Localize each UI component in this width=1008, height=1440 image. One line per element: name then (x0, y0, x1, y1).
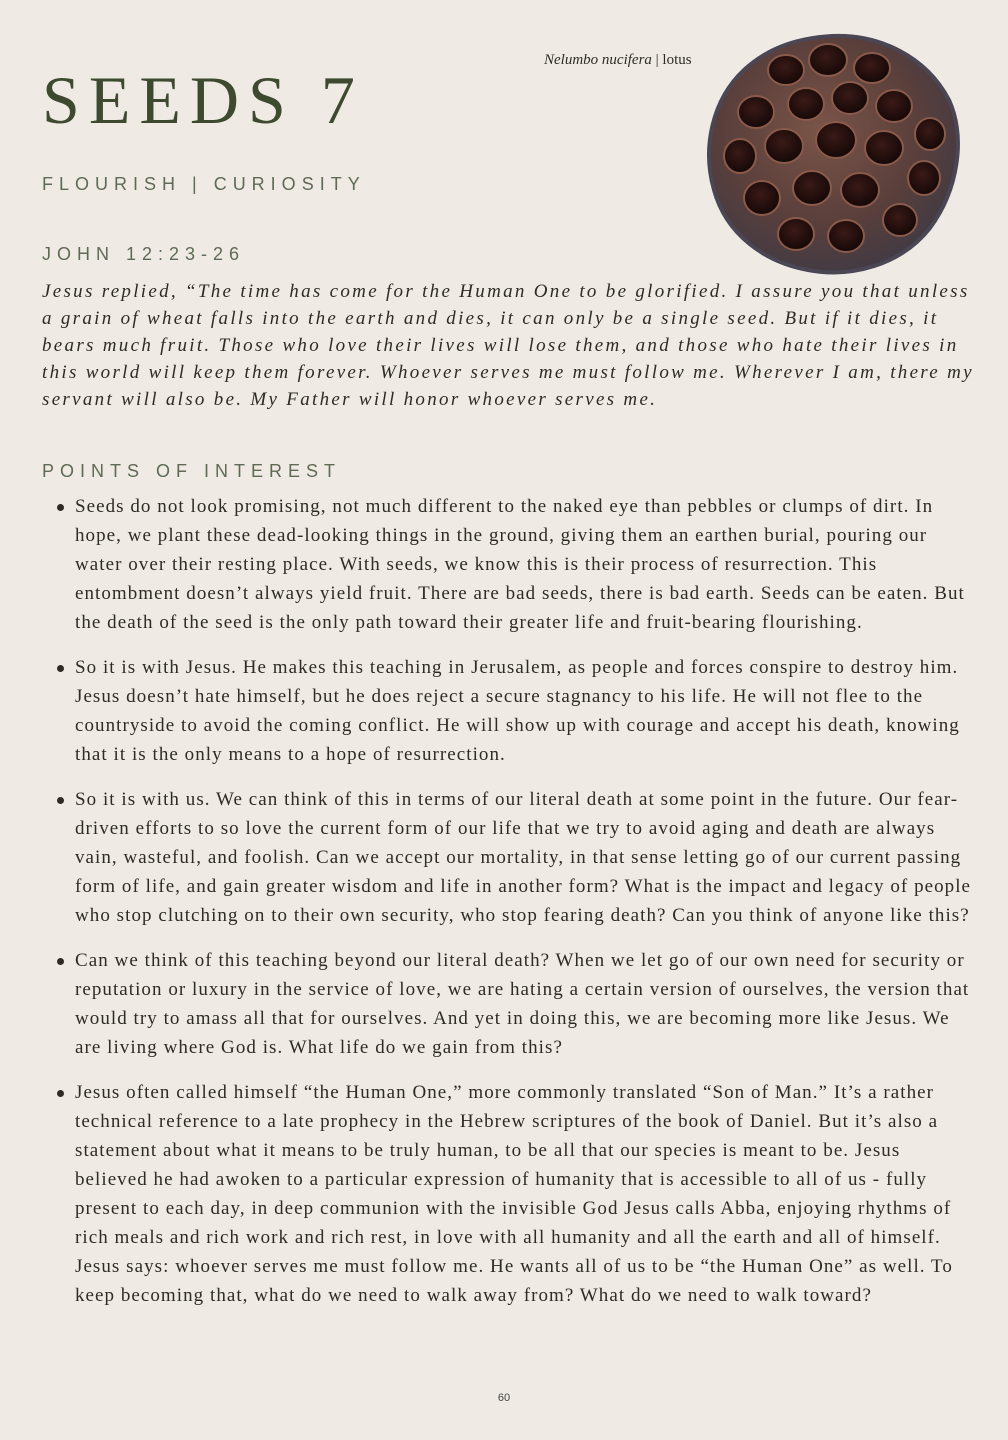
page-number: 60 (497, 1392, 511, 1404)
scripture-reference: JOHN 12:23-26 (42, 244, 246, 264)
page-subtitle: FLOURISH | CURIOSITY (42, 174, 366, 194)
points-of-interest-heading: POINTS OF INTEREST (42, 461, 342, 481)
page-title: SEEDS 7 (42, 62, 364, 138)
list-item: So it is with us. We can think of this in terms of our literal death at some point in the future. Our fear-driven efforts to so love the current form of our life that we try to avoid aging and death are always vain, wasteful, and foolish. Can we accept our mortality, in that sense letting go of our current passing form of life, and gain greater wisdom and life in another form? What is the impact and legacy of people who stop clutching on to their own security, who stop fearing death? Can you think of anyone like this? (75, 785, 973, 930)
list-item: Seeds do not look promising, not much different to the naked eye than pebbles or clumps of dirt. In hope, we plant these dead-looking things in the ground, giving them an earthen burial, pouring our water over their resting place. With seeds, we know this is their process of resurrection. This entombment doesn’t always yield fruit. There are bad seeds, there is bad earth. Seeds can be eaten. But the death of the seed is the only path toward their greater life and fruit-bearing flourishing. (75, 492, 973, 637)
image-caption (544, 52, 692, 69)
points-of-interest-list (75, 492, 973, 1326)
caption-species: Nelumbo nucifera (544, 52, 652, 68)
list-item: Can we think of this teaching beyond our literal death? When we let go of our own need for security or reputation or luxury in the service of love, we are hating a certain version of ourselves, the version that would try to amass all that for ourselves. And yet in doing this, we are becoming more like Jesus. We are living where God is. What life do we gain from this? (75, 946, 973, 1062)
scripture-text: Jesus replied, “The time has come for the Human One to be glorified. I assure you that unless a grain of wheat falls into the earth and dies, it can only be a single seed. But if it dies, it bears much fruit. Those who love their lives will lose them, and those who hate their lives in this world will keep them forever. Whoever serves me must follow me. Wherever I am, there my servant will also be. My Father will honor whoever serves me. (42, 281, 974, 410)
caption-common-name: | lotus (651, 52, 692, 68)
list-item: So it is with Jesus. He makes this teaching in Jerusalem, as people and forces conspire to destroy him. Jesus doesn’t hate himself, but he does reject a secure stagnancy to his life. He will not flee to the countryside to avoid the coming conflict. He will show up with courage and accept his death, knowing that it is the only means to a hope of resurrection. (75, 653, 973, 769)
lotus-seed-pod-image (704, 30, 962, 278)
list-item: Jesus often called himself “the Human One,” more commonly translated “Son of Man.” It’s a rather technical reference to a late prophecy in the Hebrew scriptures of the book of Daniel. But it’s also a statement about what it means to be truly human, to be all that our species is meant to be. Jesus believed he had awoken to a particular expression of humanity that is accessible to all of us - fully present to each day, in deep communion with the invisible God Jesus calls Abba, enjoying rhythms of rich meals and rich work and rich rest, in love with all humanity and all the earth and all of himself. Jesus says: whoever serves me must follow me. He wants all of us to be “the Human One” as well. To keep becoming that, what do we need to walk away from? What do we need to walk toward? (75, 1078, 973, 1310)
